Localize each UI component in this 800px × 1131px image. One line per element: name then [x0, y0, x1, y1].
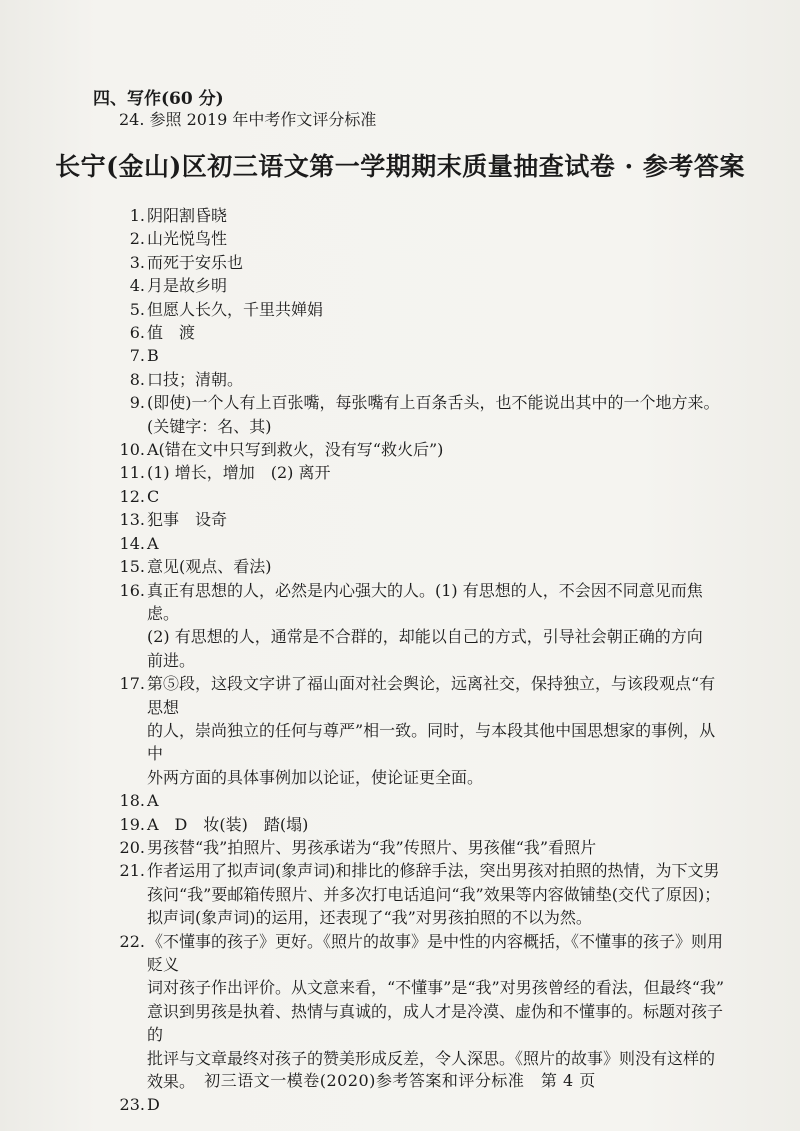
answer-line: 作者运用了拟声词(象声词)和排比的修辞手法，突出男孩对拍照的热情，为下文男: [147, 861, 720, 881]
answer-number: 5.: [129, 299, 145, 319]
answer-line: 词对孩子作出评价。从文意来看，“不懂事”是“我”对男孩曾经的看法，但最终“我”: [147, 978, 725, 998]
answer-item: [118, 532, 728, 555]
answer-text: [147, 789, 728, 812]
answer-number: 7.: [129, 346, 145, 366]
answer-item: [118, 274, 728, 297]
answer-text: [147, 227, 728, 250]
answer-number: 6.: [129, 323, 145, 343]
answer-line: (关键字：名、其): [147, 416, 272, 436]
section-line: 24. 参照 2019 年中考作文评分标准: [119, 110, 377, 129]
answer-number: 1.: [129, 206, 145, 225]
answer-number: 18.: [119, 791, 145, 811]
answer-item: [118, 368, 728, 391]
answer-text: [147, 485, 728, 508]
answer-item: [118, 579, 728, 673]
answer-line: 男孩替“我”拍照片、男孩承诺为“我”传照片、男孩催“我”看照片: [147, 837, 597, 857]
answer-number: 16.: [119, 580, 145, 600]
answer-number: 15.: [119, 557, 145, 577]
answer-item: [118, 438, 728, 461]
answer-line: 效果。: [147, 1072, 196, 1092]
answer-line: B: [147, 346, 159, 366]
answer-text: [147, 813, 728, 836]
answer-item: [118, 204, 728, 227]
answer-number: 13.: [119, 510, 145, 530]
answer-number: 10.: [119, 440, 145, 460]
answer-line: (即使)一个人有上百张嘴，每张嘴有上百条舌头，也不能说出其中的一个地方来。: [147, 393, 720, 413]
answer-list: [118, 204, 728, 1117]
answer-number: 4.: [129, 276, 145, 296]
answer-line: D: [147, 1095, 160, 1115]
answer-number: 21.: [119, 861, 145, 881]
answer-line: 第⑤段，这段文字讲了福山面对社会舆论，远离社交，保持独立，与该段观点“有思想: [147, 674, 716, 717]
answer-line: 意见(观点、看法): [147, 557, 272, 577]
answer-line: A(错在文中只写到救火，没有写“救火后”): [147, 440, 444, 460]
answer-text: [147, 321, 728, 344]
answer-line: (1) 增长，增加 (2) 离开: [147, 463, 331, 483]
answer-line: 犯事 设奇: [147, 510, 228, 530]
page-footer: 初三语文一模卷(2020)参考答案和评分标准 第 4 页: [204, 1071, 596, 1090]
answer-text: [147, 391, 728, 438]
answer-line: 而死于安乐也: [147, 252, 244, 272]
answer-line: A: [147, 791, 159, 811]
answer-item: [118, 789, 728, 812]
answer-item: [118, 251, 728, 274]
answer-number: 8.: [129, 369, 145, 389]
answer-text: [147, 836, 728, 859]
answer-line: 《不懂事的孩子》更好。《照片的故事》是中性的内容概括，《不懂事的孩子》则用贬义: [147, 931, 724, 974]
answer-line: C: [147, 486, 160, 506]
answer-line: 真正有思想的人，必然是内心强大的人。(1) 有思想的人，不会因不同意见而焦虑。: [147, 580, 703, 623]
answer-item: [118, 321, 728, 344]
answer-text: [147, 672, 728, 789]
answer-item: [118, 461, 728, 484]
answer-number: 12.: [119, 486, 145, 506]
answer-number: 3.: [129, 252, 145, 272]
answer-line: 批评与文章最终对孩子的赞美形成反差，令人深思。《照片的故事》则没有这样的: [147, 1048, 716, 1068]
answer-line: 口技；清朝。: [147, 369, 244, 389]
answer-text: [147, 1093, 728, 1116]
answer-text: [147, 274, 728, 297]
answer-text: [147, 859, 728, 929]
answer-number: 17.: [119, 674, 145, 694]
answer-number: 19.: [119, 814, 145, 834]
answer-item: [118, 836, 728, 859]
answer-item: [118, 485, 728, 508]
answer-text: [147, 438, 728, 461]
answer-line: A: [147, 533, 159, 553]
answer-text: [147, 251, 728, 274]
answer-number: 14.: [119, 533, 145, 553]
answer-line: 阴阳割昏晓: [147, 206, 228, 225]
answer-line: A D 妆(装) 踏(塌): [147, 814, 309, 834]
answer-number: 2.: [129, 229, 145, 249]
answer-item: [118, 859, 728, 929]
answer-number: 11.: [119, 463, 145, 483]
answer-line: 拟声词(象声词)的运用，还表现了“我”对男孩拍照的不以为然。: [147, 908, 592, 928]
answer-line: 意识到男孩是执着、热情与真诚的，成人才是冷漠、虚伪和不懂事的。标题对孩子的: [147, 1001, 724, 1045]
answer-text: [147, 298, 728, 321]
answer-text: [147, 579, 728, 673]
answer-item: [118, 344, 728, 367]
answer-text: [147, 368, 728, 391]
answer-item: [118, 227, 728, 250]
answer-text: [147, 532, 728, 555]
answer-text: [147, 344, 728, 367]
answer-line: 但愿人长久，千里共婵娟: [147, 299, 324, 319]
answer-text: [147, 555, 728, 578]
answer-item: [118, 298, 728, 321]
section-heading: 四、写作(60 分): [93, 89, 224, 109]
answer-line: 前进。: [147, 650, 196, 670]
answer-item: [118, 672, 728, 789]
answer-item: [118, 508, 728, 531]
answer-line: 孩问“我”要邮箱传照片、并多次打电话追问“我”效果等内容做铺垫(交代了原因)；: [147, 884, 721, 904]
answer-item: [118, 391, 728, 438]
answer-text: [147, 204, 728, 227]
answer-item: [118, 1093, 728, 1116]
answer-line: 外两方面的具体事例加以论证，使论证更全面。: [147, 767, 484, 787]
page-title: 长宁(金山)区初三语文第一学期期末质量抽查试卷 · 参考答案: [55, 152, 745, 181]
answer-item: [118, 813, 728, 836]
answer-line: 山光悦鸟性: [147, 229, 228, 249]
answer-number: 9.: [129, 393, 145, 413]
answer-line: 值 渡: [147, 323, 196, 343]
answer-number: 23.: [119, 1095, 145, 1115]
answer-line: (2) 有思想的人，通常是不合群的，却能以自己的方式，引导社会朝正确的方向: [147, 627, 703, 647]
answer-number: 22.: [119, 931, 145, 951]
answer-text: [147, 461, 728, 484]
answer-number: 20.: [119, 837, 145, 857]
answer-text: [147, 508, 728, 531]
answer-line: 的人，崇尚独立的任何与尊严”相一致。同时，与本段其他中国思想家的事例，从中: [147, 720, 716, 764]
answer-line: 月是故乡明: [147, 276, 228, 296]
answer-item: [118, 555, 728, 578]
